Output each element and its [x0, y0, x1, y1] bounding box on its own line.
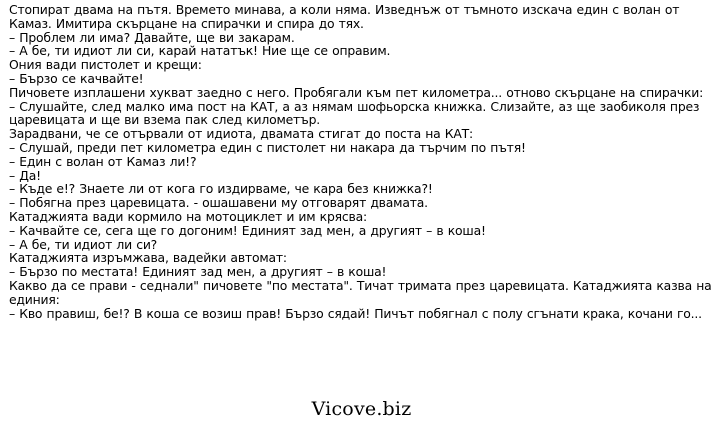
joke-paragraph: Какво да се прави - седнали" пичовете "по местата". Тичат тримата през царевицата. Катаджията казва на единия:	[9, 277, 712, 307]
joke-paragraph: Катаджията вади кормило на мотоциклет и им крясва:	[9, 208, 367, 224]
joke-paragraph: – Слушайте, след малко има пост на КАТ, а аз нямам шофьорска книжка. Слизайте, аз ще заобиколя през царевицата и ще ви взема пак след километър.	[9, 98, 700, 128]
joke-paragraph: – Да!	[9, 167, 41, 183]
joke-paragraph: – Къде е!? Знаете ли от кога го издирваме, че кара без книжка?!	[9, 181, 433, 197]
joke-paragraph: Ония вади пистолет и крещи:	[9, 57, 202, 73]
joke-paragraph: – Побягна през царевицата. - ошашавени му отговарят двамата.	[9, 195, 428, 211]
joke-paragraph: – Бързо се качвайте!	[9, 70, 144, 86]
joke-paragraph: – А бе, ти идиот ли си, карай нататък! Ние ще се оправим.	[9, 43, 391, 59]
joke-paragraph: Зарадвани, че се отървали от идиота, двамата стигат до поста на КАТ:	[9, 126, 474, 142]
joke-paragraph: – Един с волан от Камаз ли!?	[9, 153, 197, 169]
joke-paragraph: – Бързо по местата! Единият зад мен, а другият – в коша!	[9, 264, 387, 280]
joke-paragraph: Катаджията изръмжава, вадейки автомат:	[9, 250, 287, 266]
site-watermark: Vicove.biz	[311, 398, 412, 420]
joke-paragraph: Стопират двама на пътя. Времето минава, а коли няма. Изведнъж от тъмното изскача един с волан от Камаз. Имитира скърцане на спирачки и спира до тях.	[9, 2, 680, 31]
joke-paragraph: Пичовете изплашени хукват заедно с него. Пробягали към пет километра... отново скърцане на спирачки:	[9, 84, 704, 100]
joke-paragraph: – Кво правиш, бе!? В коша се возиш прав! Бързо сядай! Пичът побягнал с полу сгънати крака, кочани го...	[9, 305, 702, 321]
joke-paragraph: – Качвайте се, сега ще го догоним! Единият зад мен, а другият – в коша!	[9, 222, 486, 238]
joke-paragraph: – Слушай, преди пет километра един с пистолет ни накара да търчим по пътя!	[9, 139, 526, 155]
joke-paragraph: – А бе, ти идиот ли си?	[9, 236, 158, 252]
joke-paragraph: – Проблем ли има? Давайте, ще ви закарам.	[9, 29, 295, 45]
joke-text	[9, 3, 719, 320]
